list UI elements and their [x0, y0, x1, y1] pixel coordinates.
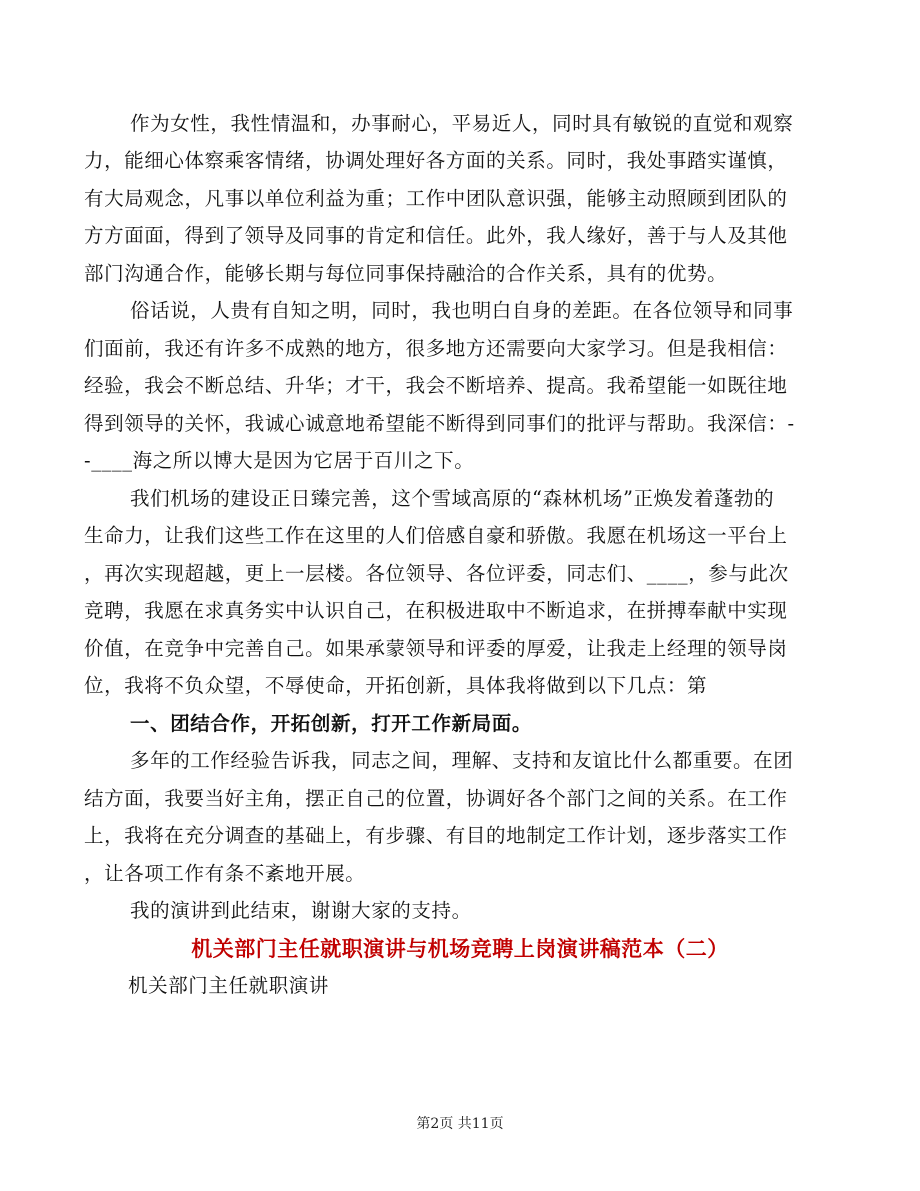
- paragraph-2-line-2: 们面前，我还有许多不成熟的地方，很多地方还需要向大家学习。但是我相信：: [84, 337, 788, 360]
- paragraph-1-line-4: 方方面面，得到了领导及同事的肯定和信任。此外，我人缘好，善于与人及其他: [84, 224, 788, 247]
- paragraph-3-line-4: 竞聘，我愿在求真务实中认识自己，在积极进取中不断追求，在拼搏奉献中实现: [84, 599, 788, 622]
- page-number: 第2页 共11页: [416, 1116, 504, 1132]
- paragraph-2-line-4: 得到领导的关怀，我诚心诚意地希望能不断得到同事们的批评与帮助。我深信：-: [84, 412, 795, 435]
- paragraph-4-line-4: ，让各项工作有条不紊地开展。: [84, 862, 366, 885]
- paragraph-1-line-5: 部门沟通合作，能够长期与每位同事保持融洽的合作关系，具有的优势。: [84, 262, 728, 285]
- paragraph-4-line-1: 多年的工作经验告诉我，同志之间，理解、支持和友谊比什么都重要。在团: [130, 749, 794, 772]
- paragraph-3-line-1: 我们机场的建设正日臻完善，这个雪域高原的“森林机场”正焕发着蓬勃的: [130, 487, 775, 510]
- paragraph-3-line-2: 生命力，让我们这些工作在这里的人们倍感自豪和骄傲。我愿在机场这一平台上: [84, 524, 788, 547]
- paragraph-2-line-5: -____海之所以博大是因为它居于百川之下。: [84, 449, 475, 472]
- paragraph-2-line-1: 俗话说，人贵有自知之明，同时，我也明白自身的差距。在各位领导和同事: [130, 299, 794, 322]
- section-heading: 一、团结合作，开拓创新，打开工作新局面。: [130, 712, 533, 735]
- closing-paragraph: 我的演讲到此结束，谢谢大家的支持。: [130, 899, 472, 922]
- paragraph-2-line-3: 经验，我会不断总结、升华；才干，我会不断培养、提高。我希望能一如既往地: [84, 374, 788, 397]
- subtitle: 机关部门主任就职演讲: [128, 974, 330, 997]
- paragraph-3-line-6: 位，我将不负众望，不辱使命，开拓创新，具体我将做到以下几点：第: [84, 674, 708, 697]
- paragraph-4-line-2: 结方面，我要当好主角，摆正自己的位置，协调好各个部门之间的关系。在工作: [84, 787, 788, 810]
- paragraph-4-line-3: 上，我将在充分调查的基础上，有步骤、有目的地制定工作计划，逐步落实工作: [84, 824, 788, 847]
- paragraph-1-line-1: 作为女性，我性情温和，办事耐心，平易近人，同时具有敏锐的直觉和观察: [130, 112, 794, 135]
- paragraph-1-line-3: 有大局观念，凡事以单位利益为重；工作中团队意识强，能够主动照顾到团队的: [84, 187, 788, 210]
- paragraph-3-line-5: 价值，在竞争中完善自己。如果承蒙领导和评委的厚爱，让我走上经理的领导岗: [84, 637, 788, 660]
- section-title: 机关部门主任就职演讲与机场竞聘上岗演讲稿范本（二）: [191, 936, 729, 961]
- paragraph-1-line-2: 力，能细心体察乘客情绪，协调处理好各方面的关系。同时，我处事踏实谨慎，: [84, 149, 788, 172]
- paragraph-3-line-3: ，再次实现超越，更上一层楼。各位领导、各位评委，同志们、____，参与此次: [84, 562, 789, 585]
